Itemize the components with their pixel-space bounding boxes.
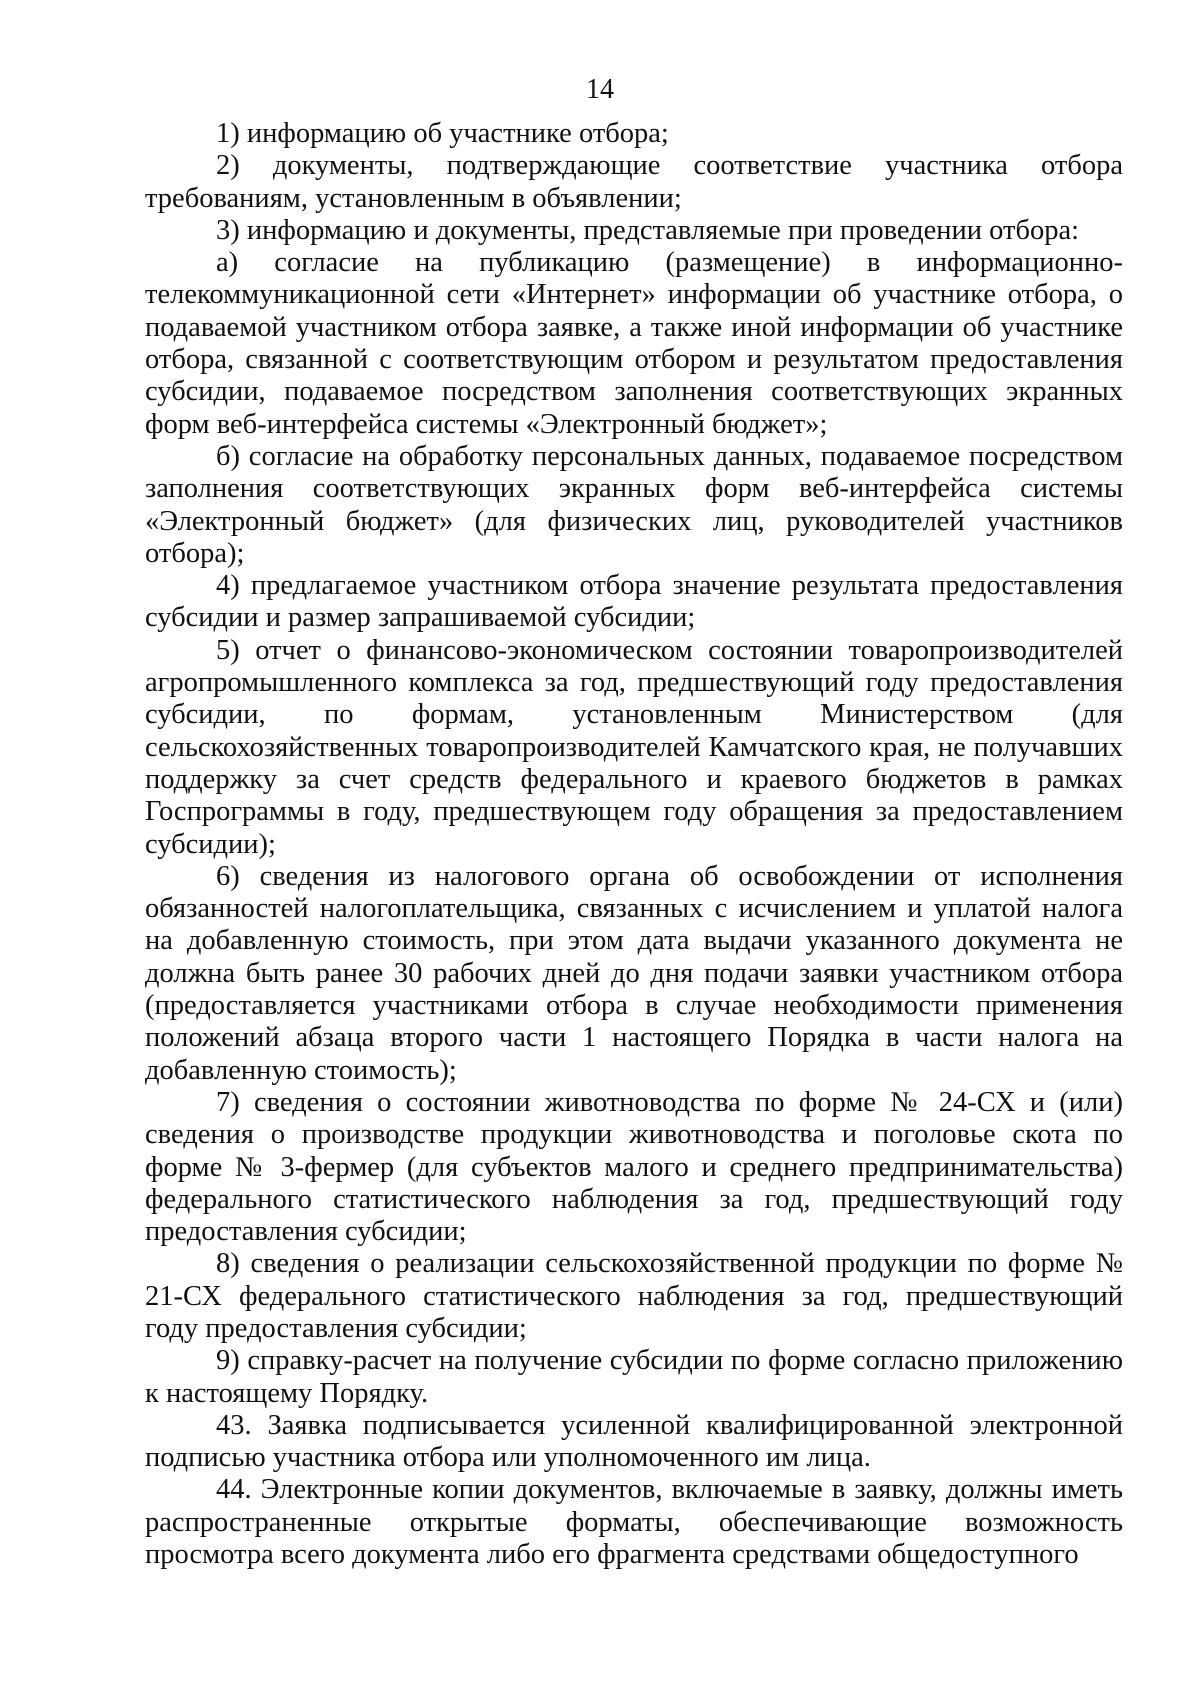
paragraph: 9) справку-расчет на получение субсидии по форме согласно приложению к настоящему Порядку.	[145, 1345, 1123, 1409]
paragraph: 43. Заявка подписывается усиленной квалифицированной электронной подписью участника отбора или уполномоченного им лица.	[145, 1409, 1123, 1474]
paragraph: 3) информацию и документы, представляемые при проведении отбора:	[216, 214, 1080, 246]
paragraph: 7) сведения о состоянии животноводства по форме № 24-СХ и (или) сведения о производстве продукции животноводства и поголовье скота по форме № 3-фермер (для субъектов малого и среднего предпринимательства) федерального статистического наблюдения за год, предшествующий году предоставления субсидии;	[145, 1086, 1123, 1248]
paragraph: 44. Электронные копии документов, включаемые в заявку, должны иметь распространенные открытые форматы, обеспечивающие возможность просмотра всего документа либо его фрагмента средствами общедоступного	[145, 1474, 1123, 1571]
paragraph: 1) информацию об участнике отбора;	[216, 118, 669, 149]
paragraph: 4) предлагаемое участником отбора значение результата предоставления субсидии и размер запрашиваемой субсидии;	[145, 570, 1123, 634]
paragraph: 8) сведения о реализации сельскохозяйственной продукции по форме № 21-СХ федерального статистического наблюдения за год, предшествующий году предоставления субсидии;	[145, 1248, 1123, 1344]
document-body	[145, 118, 1123, 1571]
paragraph: 5) отчет о финансово-экономическом состоянии товаропроизводителей агропромышленного комплекса за год, предшествующий году предоставления субсидии, по формам, установленным Министерством (для сельскохозяйственных товаропроизводителей Камчатского края, не получавших поддержку за счет средств федерального и краевого бюджетов в рамках Госпрограммы в году, предшествующем году обращения за предоставлением субсидии);	[145, 634, 1123, 860]
paragraph: 6) сведения из налогового органа об освобождении от исполнения обязанностей налогоплательщика, связанных с исчислением и уплатой налога на добавленную стоимость, при этом дата выдачи указанного документа не должна быть ранее 30 рабочих дней до дня подачи заявки участником отбора (предоставляется участниками отбора в случае необходимости применения положений абзаца второго части 1 настоящего Порядка в части налога на добавленную стоимость);	[145, 860, 1123, 1086]
paragraph: 2) документы, подтверждающие соответствие участника отбора требованиям, установленным в объявлении;	[145, 150, 1123, 214]
paragraph: б) согласие на обработку персональных данных, подаваемое посредством заполнения соответствующих экранных форм веб-интерфейса системы «Электронный бюджет» (для физических лиц, руководителей участников отбора);	[145, 440, 1123, 569]
page-number: 14	[586, 74, 614, 105]
paragraph: а) согласие на публикацию (размещение) в информационно-телекоммуникационной сети «Интернет» информации об участнике отбора, о подаваемой участником отбора заявке, а также иной информации об участнике отбора, связанной с соответствующим отбором и результатом предоставления субсидии, подаваемое посредством заполнения соответствующих экранных форм веб-интерфейса системы «Электронный бюджет»;	[145, 247, 1123, 440]
